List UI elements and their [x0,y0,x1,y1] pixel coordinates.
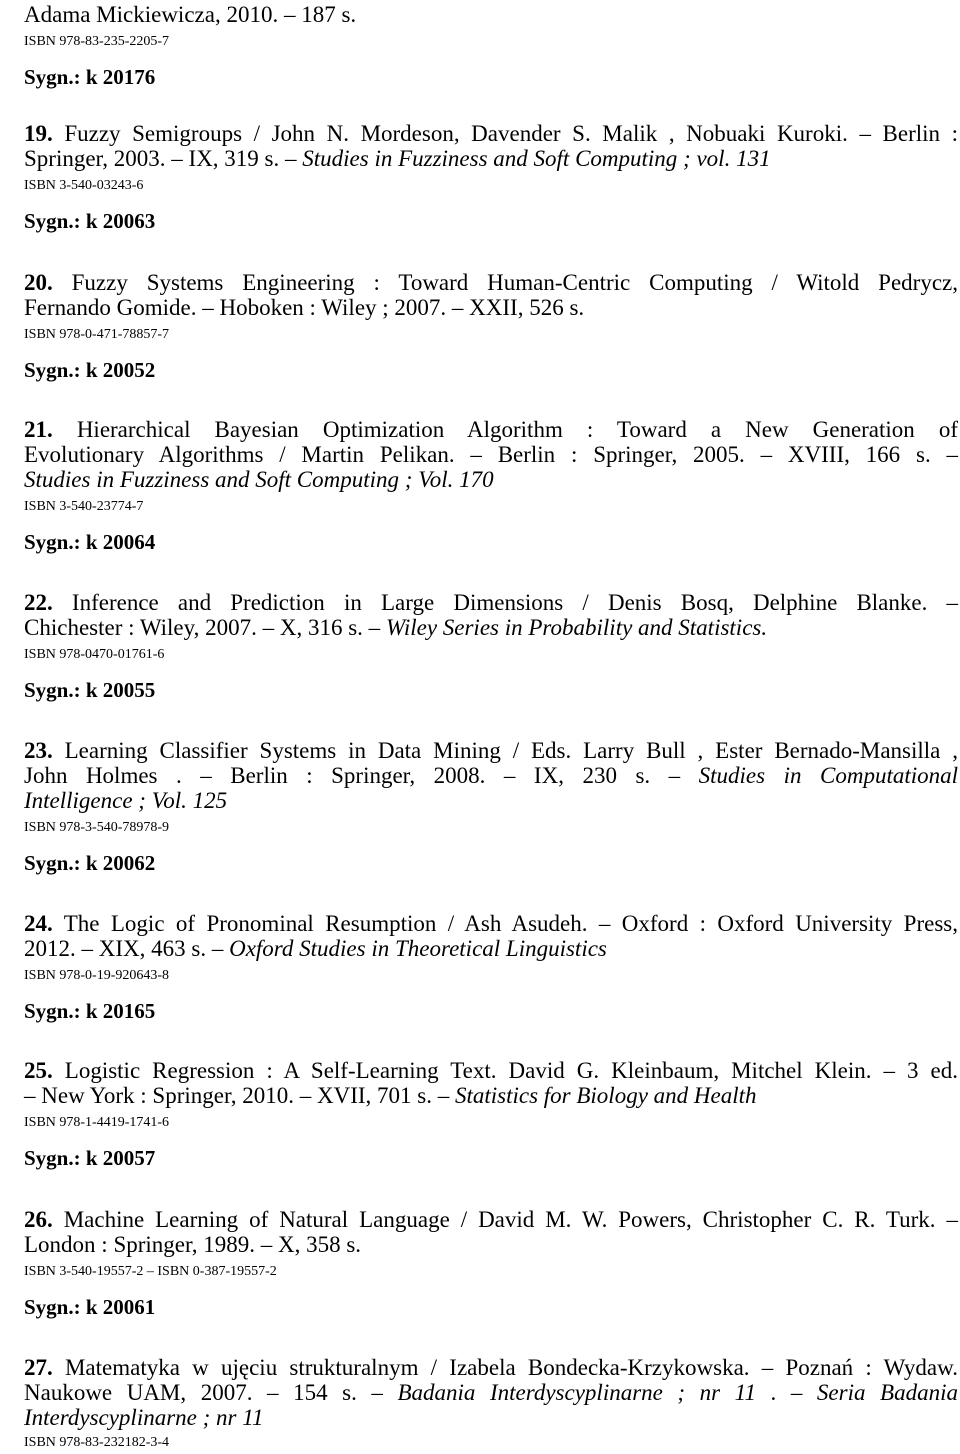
entry-20 [24,270,958,382]
series-title: Badania Interdyscyplinarne ; nr 11 [397,1380,756,1405]
entry-25 [24,1058,958,1170]
entry-number: 22. [24,590,53,615]
entry-text: Springer, 2003. – IX, 319 s. – [24,146,303,171]
series-title: Statistics for Biology and Health [454,1083,757,1108]
entry-number: 25. [24,1058,53,1083]
entry-line [24,417,958,442]
entry-title: Learning Classifier Systems in Data Mining / Eds. Larry Bull , Ester Bernado-Mansilla , [64,738,958,763]
entry-26 [24,1207,958,1319]
entry-line [24,1355,958,1380]
call-number: Sygn.: k 20062 [24,851,156,875]
series-title: Oxford Studies in Theoretical Linguistics [229,936,607,961]
isbn: ISBN 978-83-235-2205-7 [24,34,170,49]
entry-23 [24,738,958,875]
call-number: Sygn.: k 20055 [24,678,156,702]
entry-line [24,936,958,961]
entry-number: 20. [24,270,53,295]
entry-title: Fuzzy Semigroups / John N. Mordeson, Davender S. Malik , Nobuaki Kuroki. – Berlin : [64,121,958,146]
series-title: Interdyscyplinarne ; nr 11 [24,1405,264,1430]
entry-27 [24,1355,958,1452]
isbn: ISBN 978-0470-01761-6 [24,647,165,662]
entry-line [24,146,958,171]
entry-number: 21. [24,417,53,442]
isbn: ISBN 3-540-23774-7 [24,499,144,514]
entry-title: Matematyka w ujęciu strukturalnym / Izabela Bondecka-Krzykowska. – Poznań : Wydaw. [64,1355,959,1380]
isbn: ISBN 978-0-19-920643-8 [24,968,170,983]
call-number: Sygn.: k 20063 [24,209,156,233]
series-title: Seria Badania [816,1380,958,1405]
entry-text: Naukowe UAM, 2007. – 154 s. – [24,1380,398,1405]
series-title: Intelligence ; Vol. 125 [24,788,228,813]
entry-title: Logistic Regression : A Self-Learning Text. David G. Kleinbaum, Mitchel Klein. – 3 ed. [64,1058,959,1083]
entry-18 [24,2,958,89]
entry-line: Adama Mickiewicza, 2010. – 187 s. [24,2,357,27]
isbn: ISBN 978-83-232182-3-4 [24,1435,170,1450]
entry-line [24,615,958,640]
call-number: Sygn.: k 20176 [24,65,156,89]
entry-line [24,590,958,615]
entry-number: 26. [24,1207,53,1232]
entry-text: Chichester : Wiley, 2007. – X, 316 s. – [24,615,386,640]
call-number: Sygn.: k 20165 [24,999,156,1023]
isbn: ISBN 3-540-19557-2 – ISBN 0-387-19557-2 [24,1264,277,1279]
entry-number: 23. [24,738,53,763]
entry-line [24,1083,958,1108]
entry-text: – New York : Springer, 2010. – XVII, 701 s. – [24,1083,455,1108]
isbn: ISBN 978-0-471-78857-7 [24,327,170,342]
entry-number: 27. [24,1355,53,1380]
call-number: Sygn.: k 20057 [24,1146,156,1170]
entry-line: London : Springer, 1989. – X, 358 s. [24,1232,362,1257]
series-title: Wiley Series in Probability and Statistics. [385,615,768,640]
call-number: Sygn.: k 20052 [24,358,156,382]
entry-text: 2012. – XIX, 463 s. – [24,936,230,961]
entry-24 [24,911,958,1023]
entry-line [24,1207,958,1232]
entry-21 [24,417,958,554]
entry-line [24,738,958,763]
series-title: Studies in Computational [698,763,958,788]
entry-22 [24,590,958,702]
entry-line: Evolutionary Algorithms / Martin Pelikan. – Berlin : Springer, 2005. – XVIII, 166 s. – [24,442,958,467]
entry-title: Fuzzy Systems Engineering : Toward Human-Centric Computing / Witold Pedrycz, [71,270,958,295]
entry-line [24,121,958,146]
entry-title: Hierarchical Bayesian Optimization Algorithm : Toward a New Generation of [76,417,959,442]
call-number: Sygn.: k 20064 [24,530,156,554]
entry-text: John Holmes . – Berlin : Springer, 2008. – IX, 230 s. – [24,763,699,788]
series-title: Studies in Fuzziness and Soft Computing ; Vol. 170 [24,467,494,492]
entry-line [24,763,958,788]
isbn: ISBN 3-540-03243-6 [24,178,144,193]
entry-line: Fernando Gomide. – Hoboken : Wiley ; 2007. – XXII, 526 s. [24,295,585,320]
isbn: ISBN 978-1-4419-1741-6 [24,1115,170,1130]
entry-line [24,1058,958,1083]
entry-text: . – [755,1380,817,1405]
entry-line [24,270,958,295]
entry-title: Machine Learning of Natural Language / David M. W. Powers, Christopher C. R. Turk. – [63,1207,959,1232]
entry-number: 24. [24,911,53,936]
entry-line [24,911,958,936]
entry-title: The Logic of Pronominal Resumption / Ash Asudeh. – Oxford : Oxford University Press, [63,911,958,936]
isbn: ISBN 978-3-540-78978-9 [24,820,170,835]
entry-19 [24,121,958,233]
entry-line [24,1380,958,1405]
call-number: Sygn.: k 20061 [24,1295,156,1319]
entry-number: 19. [24,121,53,146]
entry-title: Inference and Prediction in Large Dimensions / Denis Bosq, Delphine Blanke. – [71,590,958,615]
series-title: Studies in Fuzziness and Soft Computing ; vol. 131 [302,146,771,171]
